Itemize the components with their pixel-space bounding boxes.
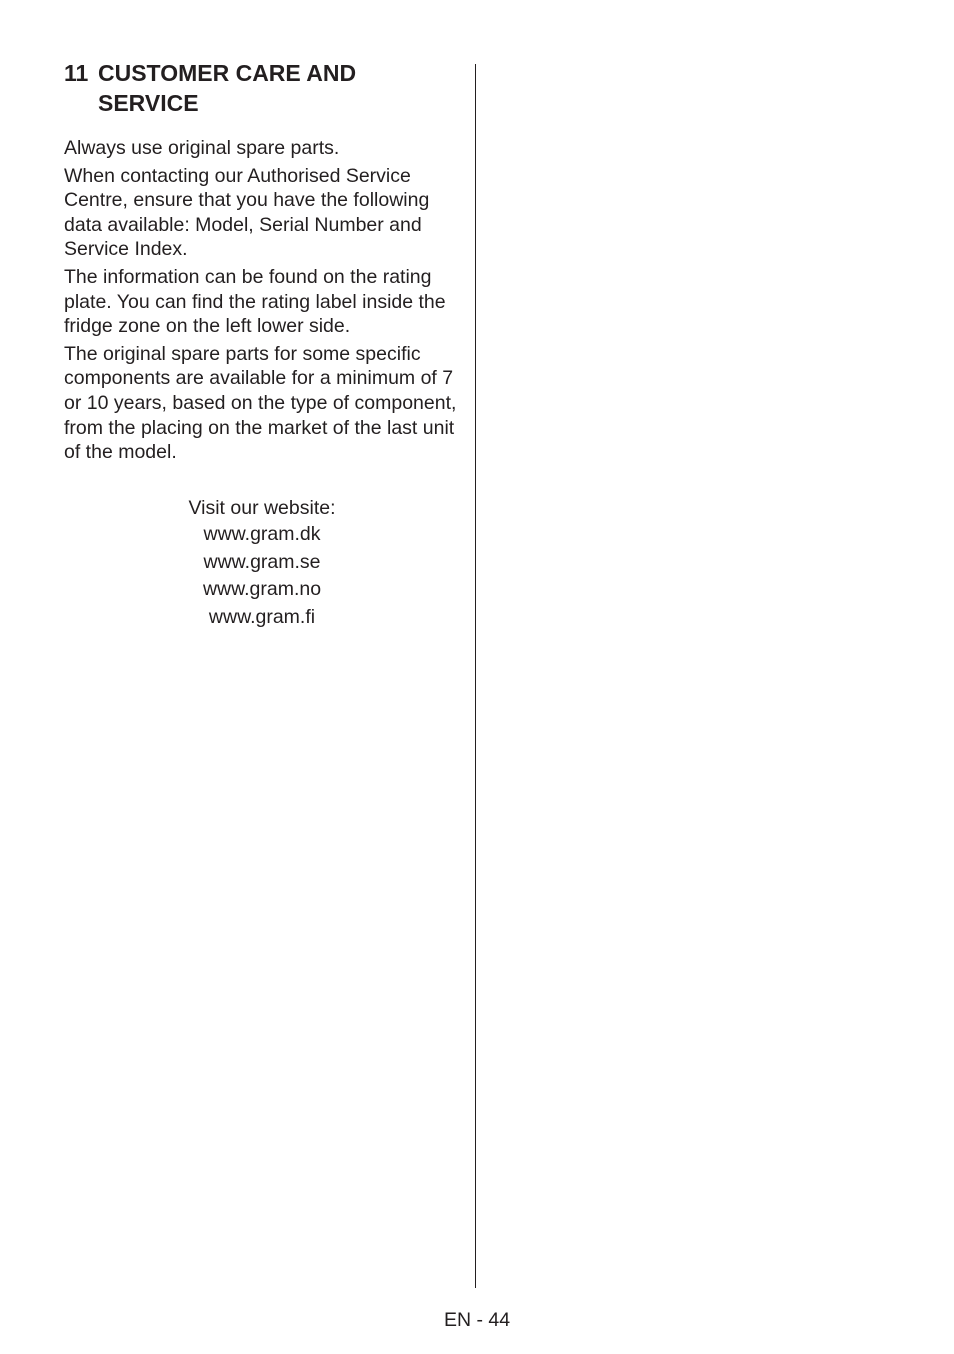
page-number: EN - 44 bbox=[443, 1309, 511, 1331]
column-divider bbox=[475, 64, 476, 1288]
website-label: Visit our website: bbox=[188, 497, 336, 519]
section-title: CUSTOMER CARE AND SERVICE bbox=[98, 60, 357, 116]
left-column bbox=[64, 58, 459, 468]
paragraph-original-parts: Always use original spare parts. bbox=[64, 137, 340, 159]
section-number: 11 bbox=[64, 60, 89, 86]
section-heading bbox=[64, 58, 459, 118]
website-link-se[interactable]: www.gram.se bbox=[203, 550, 321, 573]
paragraph-rating-plate: The information can be found on the rating plate. You can find the rating label inside the fridge zone on the left lower side. bbox=[64, 265, 446, 338]
website-link-fi[interactable]: www.gram.fi bbox=[208, 605, 316, 628]
website-link-no[interactable]: www.gram.no bbox=[202, 578, 322, 600]
paragraph-contact-service: When contacting our Authorised Service Centre, ensure that you have the following data available: Model, Serial Number and Service Index. bbox=[64, 164, 430, 261]
website-link-dk[interactable]: www.gram.dk bbox=[203, 523, 321, 545]
paragraph-spare-parts-availability: The original spare parts for some specific components are available for a minimum of 7 or 10 years, based on the type of component, from the placing on the market of the last unit of the model. bbox=[64, 342, 457, 464]
website-list bbox=[64, 496, 460, 631]
